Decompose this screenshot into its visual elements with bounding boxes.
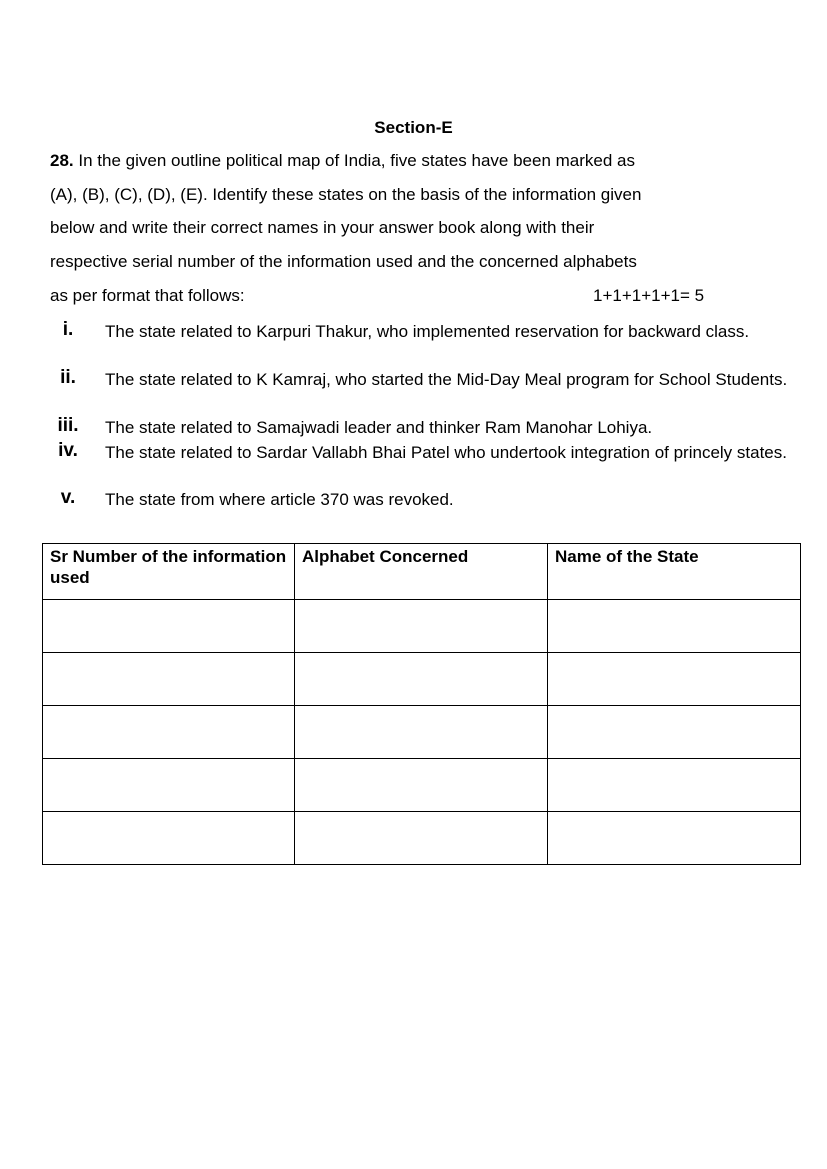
answer-format-table (42, 543, 801, 865)
list-item-number: i. (62, 319, 74, 340)
list-item-text: The state related to Karpuri Thakur, who implemented reservation for backward class. (105, 322, 750, 341)
question-text-line-5: as per format that follows: (50, 286, 245, 305)
question-line-1 (50, 151, 635, 171)
table-cell (43, 759, 295, 812)
table-cell (43, 706, 295, 759)
table-cell (548, 759, 801, 812)
table-cell (295, 600, 548, 653)
question-text-line-1: In the given outline political map of India, five states have been marked as (78, 151, 635, 170)
table-cell (295, 759, 548, 812)
list-item-text: The state related to K Kamraj, who started the Mid-Day Meal program for School Students. (105, 370, 788, 389)
marks-allocation: 1+1+1+1+1= 5 (593, 286, 705, 305)
question-number: 28. (50, 151, 74, 170)
table-row (43, 600, 801, 653)
table-header-row (43, 544, 801, 600)
table-row (43, 706, 801, 759)
question-text-line-4: respective serial number of the information used and the concerned alphabets (50, 252, 637, 271)
list-item-text: The state related to Samajwadi leader and thinker Ram Manohar Lohiya. (105, 418, 653, 437)
table-cell (548, 653, 801, 706)
list-item-number: ii. (60, 367, 76, 388)
section-title: Section-E (374, 118, 453, 137)
list-item-number: v. (60, 487, 76, 508)
list-item-number: iv. (58, 440, 78, 461)
table-cell (295, 653, 548, 706)
table-cell (295, 812, 548, 865)
question-text-line-2: (A), (B), (C), (D), (E). Identify these states on the basis of the information given (50, 185, 642, 204)
table-cell (548, 706, 801, 759)
question-text-line-3: below and write their correct names in your answer book along with their (50, 218, 595, 237)
list-item-text: The state from where article 370 was revoked. (105, 490, 454, 509)
column-header-state-name: Name of the State (548, 544, 801, 600)
column-header-sr-number: Sr Number of the information used (43, 544, 295, 600)
table-cell (548, 812, 801, 865)
list-item-text: The state related to Sardar Vallabh Bhai Patel who undertook integration of princely states. (105, 443, 787, 462)
table-row (43, 653, 801, 706)
table-cell (43, 653, 295, 706)
table-row (43, 759, 801, 812)
table-row (43, 812, 801, 865)
list-item-number: iii. (57, 415, 79, 436)
column-header-alphabet: Alphabet Concerned (295, 544, 548, 600)
table-cell (43, 600, 295, 653)
table-cell (548, 600, 801, 653)
table-cell (43, 812, 295, 865)
table-cell (295, 706, 548, 759)
